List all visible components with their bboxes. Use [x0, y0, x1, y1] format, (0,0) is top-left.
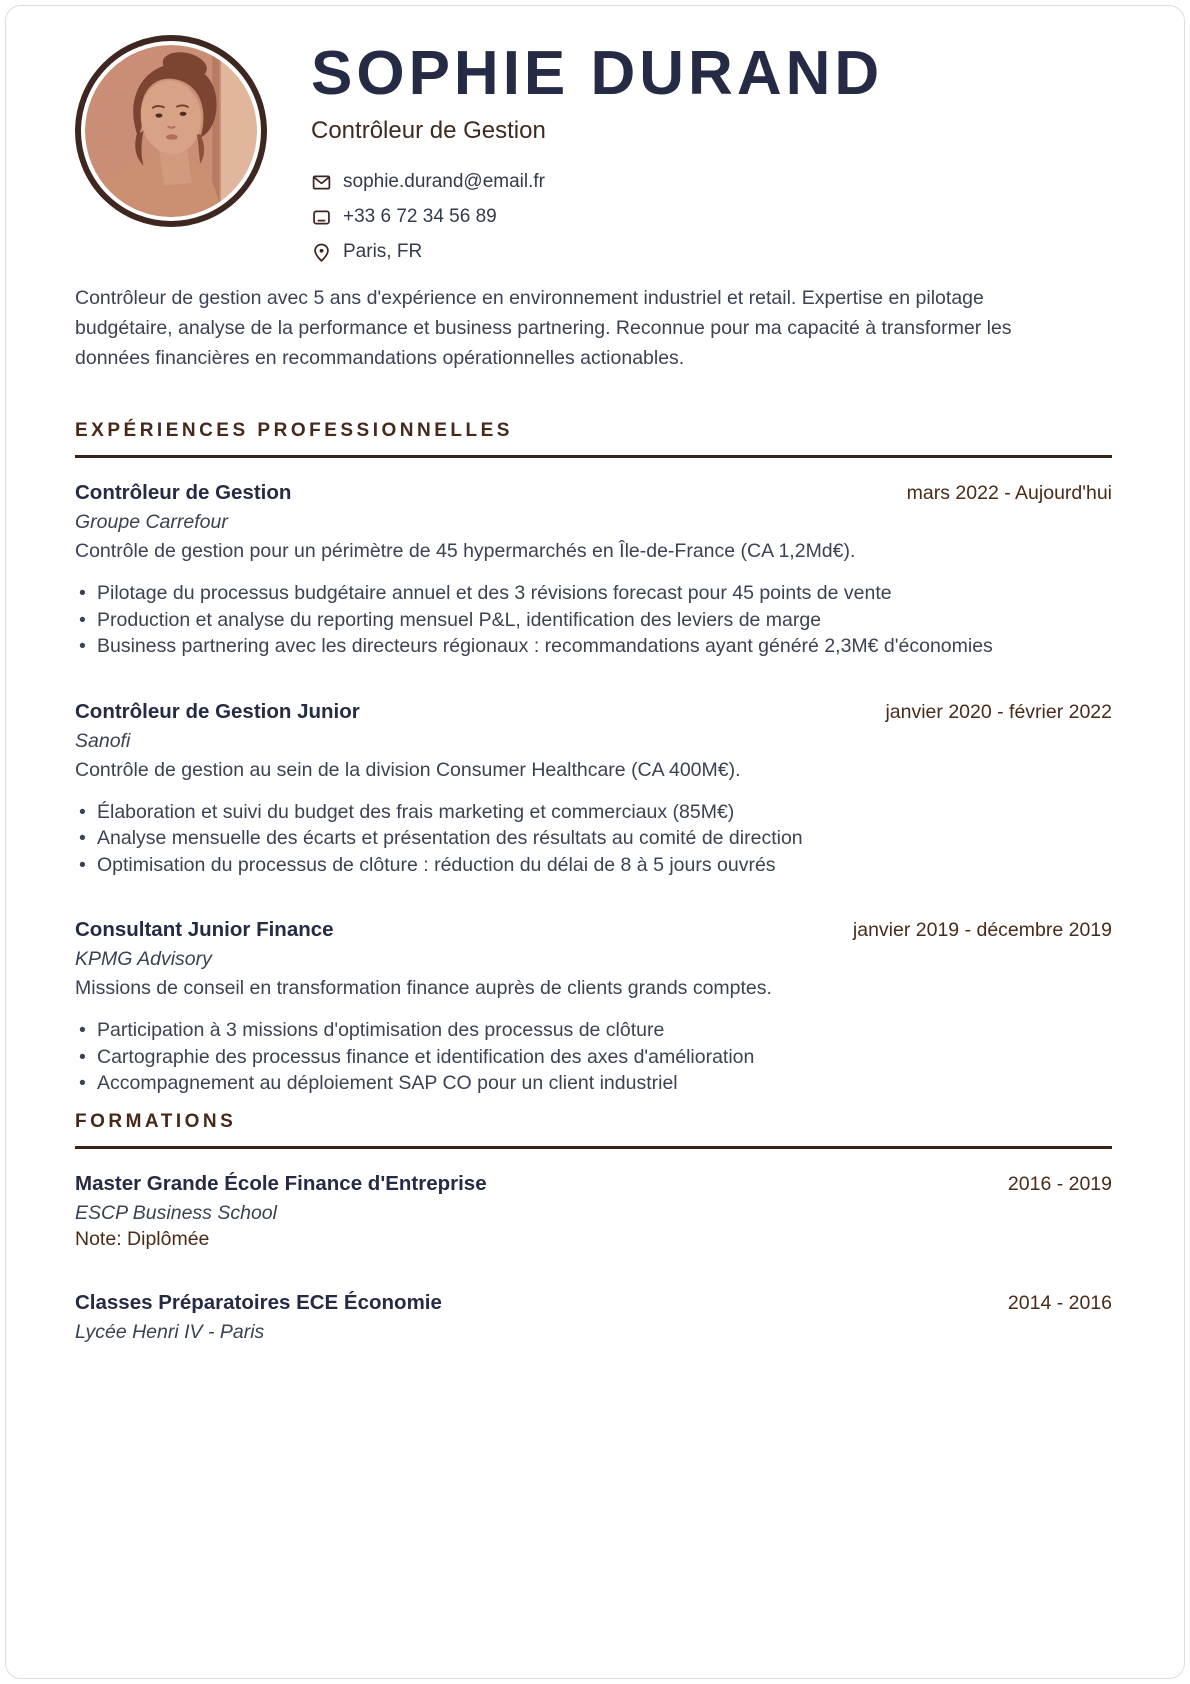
job-bullet: • Production et analyse du reporting mensuel P&L, identification des leviers de marge: [75, 607, 1112, 634]
profile-photo-illustration: [85, 45, 257, 217]
envelope-icon: [311, 172, 332, 193]
degree-dates: 2016 - 2019: [1007, 1172, 1112, 1195]
phone-icon: [311, 207, 332, 228]
company-name: KPMG Advisory: [75, 948, 212, 970]
school-name: ESCP Business School: [75, 1201, 277, 1224]
experience-entry-header: [75, 700, 1112, 724]
contact-location-row: [311, 241, 883, 263]
header: [75, 35, 1112, 276]
degree-title: Master Grande École Finance d'Entreprise: [75, 1171, 487, 1195]
section-experiences: [75, 420, 1112, 1097]
job-dates: mars 2022 - Aujourd'hui: [906, 482, 1112, 504]
job-bullet: • Analyse mensuelle des écarts et présentation des résultats au comité de direction: [75, 825, 1112, 852]
contact-email-row: [311, 171, 883, 193]
contact-location: Paris, FR: [343, 241, 423, 262]
job-dates: janvier 2019 - décembre 2019: [852, 919, 1112, 941]
job-title: Consultant Junior Finance: [75, 918, 334, 941]
resume-document: [5, 5, 1185, 1679]
job-bullet-list: [75, 1017, 1112, 1097]
contact-list: [311, 171, 883, 263]
experience-entry: [75, 481, 1112, 660]
education-entry-header: [75, 1172, 1112, 1196]
job-description: Contrôle de gestion au sein de la division Consumer Healthcare (CA 400M€).: [75, 758, 741, 781]
experience-entry: [75, 918, 1112, 1097]
job-description: Contrôle de gestion pour un périmètre de 45 hypermarchés en Île-de-France (CA 1,2Md€).: [75, 540, 856, 562]
experience-entry-header: [75, 918, 1112, 942]
job-bullet: • Pilotage du processus budgétaire annuel et des 3 révisions forecast pour 45 points de vente: [75, 580, 1112, 607]
education-entry: [75, 1172, 1112, 1251]
job-title: Contrôleur de Gestion Junior: [75, 699, 360, 723]
person-name: SOPHIE DURAND: [311, 39, 884, 108]
job-bullet: • Accompagnement au déploiement SAP CO pour un client industriel: [75, 1070, 1112, 1097]
experiences-section-title: EXPÉRIENCES PROFESSIONNELLES: [75, 420, 1112, 458]
job-description: Missions de conseil en transformation finance auprès de clients grands comptes.: [75, 977, 772, 999]
section-education: [75, 1111, 1112, 1344]
contact-phone-row: [311, 206, 883, 228]
contact-phone: +33 6 72 34 56 89: [343, 206, 497, 227]
job-bullet: • Optimisation du processus de clôture : réduction du délai de 8 à 5 jours ouvrés: [75, 852, 1112, 879]
job-bullet: • Business partnering avec les directeurs régionaux : recommandations ayant généré 2,3M€ d'économies: [75, 633, 1112, 660]
experience-entry: [75, 700, 1112, 879]
degree-note: Note: Diplômée: [75, 1227, 210, 1250]
job-dates: janvier 2020 - février 2022: [885, 700, 1112, 723]
contact-email: sophie.durand@email.fr: [343, 171, 546, 192]
job-bullet-list: [75, 799, 1112, 879]
school-name: Lycée Henri IV - Paris: [75, 1320, 265, 1343]
profile-summary: Contrôleur de gestion avec 5 ans d'expérience en environnement industriel et retail. Expertise en pilotage budgétaire, analyse de la performance et business partnering. Reconnue pour ma capacité à transformer les données financières en recommandations opérationnelles actionables.: [75, 287, 1012, 369]
company-name: Groupe Carrefour: [75, 511, 228, 533]
job-bullet: • Participation à 3 missions d'optimisation des processus de clôture: [75, 1017, 1112, 1044]
header-identity: [311, 35, 883, 276]
job-bullet: • Cartographie des processus finance et identification des axes d'amélioration: [75, 1044, 1112, 1071]
job-title: Contrôleur de Gestion: [75, 481, 292, 504]
education-section-title: FORMATIONS: [75, 1111, 1112, 1149]
job-bullet-list: [75, 580, 1112, 660]
job-bullet: • Élaboration et suivi du budget des frais marketing et commerciaux (85M€): [75, 799, 1112, 826]
person-job-title: Contrôleur de Gestion: [311, 117, 546, 144]
experience-entry-header: [75, 481, 1112, 505]
education-entry: [75, 1291, 1112, 1344]
degree-dates: 2014 - 2016: [1007, 1291, 1112, 1314]
profile-photo: [75, 35, 267, 227]
degree-title: Classes Préparatoires ECE Économie: [75, 1290, 442, 1314]
company-name: Sanofi: [75, 729, 131, 752]
education-entry-header: [75, 1291, 1112, 1315]
location-pin-icon: [311, 242, 332, 263]
